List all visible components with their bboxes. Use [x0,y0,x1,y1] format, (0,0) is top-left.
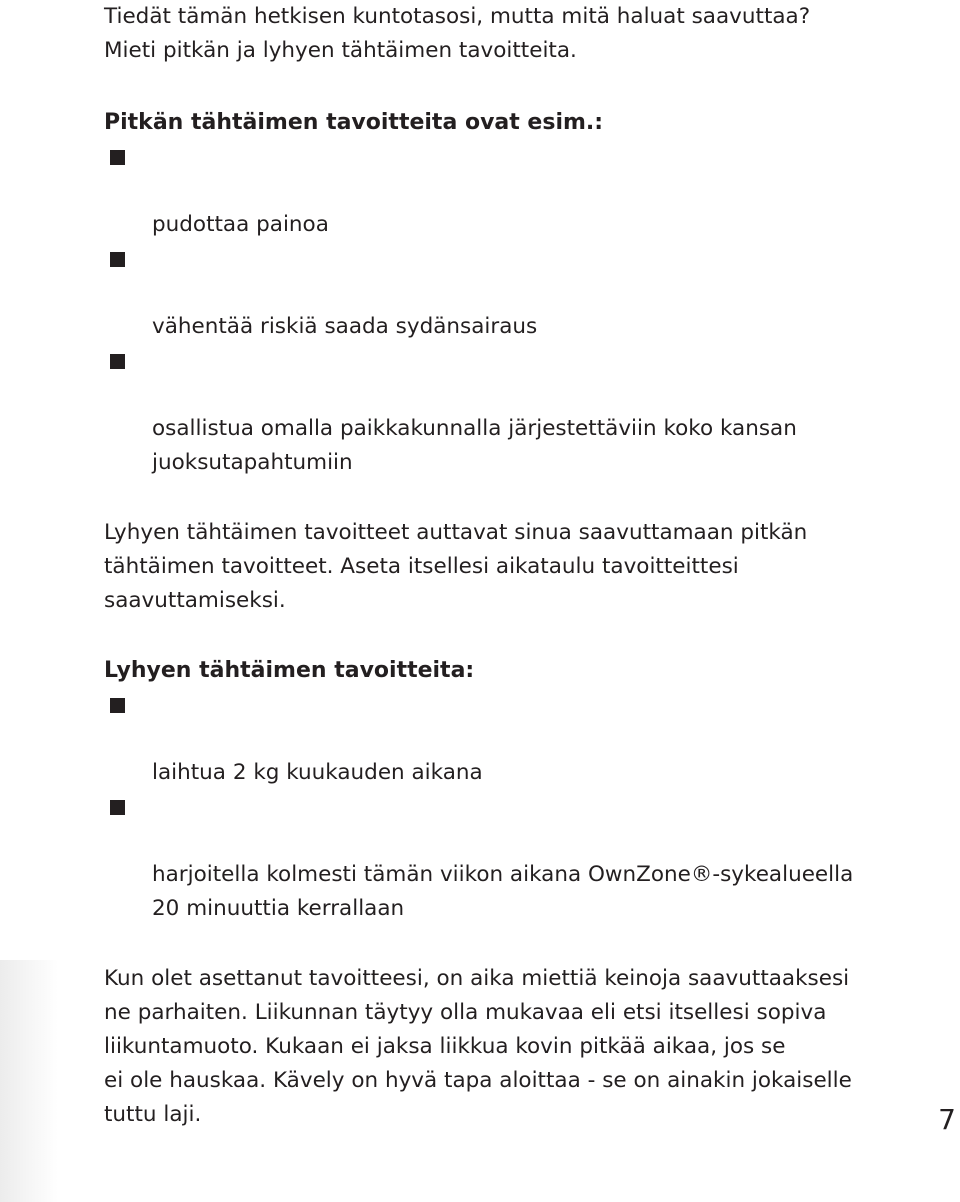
list-item-text: laihtua 2 kg kuukauden aikana [152,760,483,785]
short-term-list [104,688,934,926]
square-bullet-icon [110,354,125,369]
list-item-text: osallistua omalla paikkakunnalla järjestettäviin koko kansan juoksutapahtumiin [152,416,797,475]
intro-paragraph: Tiedät tämän hetkisen kuntotasosi, mutta mitä haluat saavuttaa? Mieti pitkän ja lyhyen tähtäimen tavoitteita. [104,4,811,63]
list-item [104,344,934,480]
square-bullet-icon [110,800,125,815]
short-term-heading: Lyhyen tähtäimen tavoitteita: [104,658,475,683]
spacer [104,68,934,106]
list-item [104,242,934,344]
list-item-text: harjoitella kolmesti tämän viikon aikana OwnZone®-sykealueella 20 minuuttia kerrallaan [152,862,854,921]
list-item-text: pudottaa painoa [152,212,329,237]
list-item [104,688,934,790]
list-item [104,790,934,926]
short-term-intro-paragraph: Lyhyen tähtäimen tavoitteet auttavat sinua saavuttamaan pitkän tähtäimen tavoitteet. Aseta itsellesi aikataulu tavoitteittesi saavuttamiseksi. [104,520,808,613]
square-bullet-icon [110,252,125,267]
spacer [104,926,934,962]
page-edge-shadow [0,960,58,1202]
closing-paragraph: Kun olet asettanut tavoitteesi, on aika miettiä keinoja saavuttaaksesi ne parhaiten. Liikunnan täytyy olla mukavaa eli etsi itsellesi sopiva liikuntamuoto. Kukaan ei jaksa liikkua kovin pitkää aikaa, jos se ei ole hauskaa. Kävely on hyvä tapa aloittaa - se on ainakin jokaiselle tuttu laji. [104,966,852,1127]
long-term-heading: Pitkän tähtäimen tavoitteita ovat esim.: [104,110,604,135]
square-bullet-icon [110,698,125,713]
page-number: 7 [938,1103,956,1136]
long-term-list [104,140,934,480]
spacer [104,480,934,516]
document-page [104,0,934,1132]
square-bullet-icon [110,150,125,165]
spacer [104,618,934,654]
list-item [104,140,934,242]
list-item-text: vähentää riskiä saada sydänsairaus [152,314,538,339]
